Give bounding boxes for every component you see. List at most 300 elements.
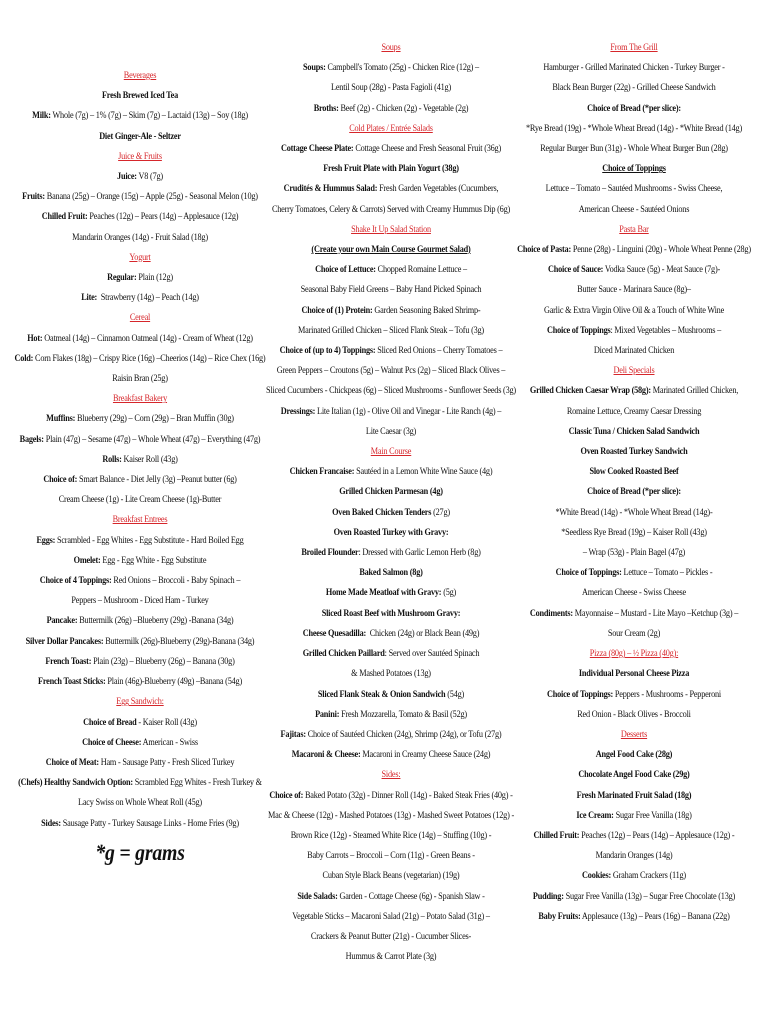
item-text: Black Bean Burger (22g) - Grilled Cheese Sandwich (552, 82, 716, 94)
item-text: Banana (25g) – Orange (15g) – Apple (25g) - Seasonal Melon (10g) (44, 191, 258, 203)
menu-line (0, 632, 282, 652)
menu-line (252, 422, 531, 442)
section-heading: Juice & Fruits (118, 150, 162, 162)
menu-line (497, 280, 770, 300)
menu-line (252, 482, 531, 502)
menu-column-grill-deli (497, 38, 770, 927)
item-text: Sugar Free Vanilla (18g) (613, 809, 692, 821)
menu-line (252, 523, 531, 543)
item-label: Choice of Toppings: (546, 688, 614, 700)
item-label: Sliced Roast Beef with Mushroom Gravy: (321, 607, 461, 619)
menu-line (252, 179, 531, 199)
menu-line (497, 583, 770, 603)
item-text: Graham Crackers (11g) (611, 870, 686, 882)
item-label: Silver Dollar Pancakes: (25, 635, 104, 647)
section-heading: Breakfast Bakery (112, 393, 168, 405)
item-text: Diced Marinated Chicken (593, 345, 675, 357)
item-label: Grilled Chicken Parmesan (4g) (339, 486, 443, 498)
item-text: Chopped Romaine Lettuce – (375, 264, 467, 276)
menu-line (252, 462, 531, 482)
menu-line (0, 106, 282, 126)
item-label: Classic Tuna / Chicken Salad Sandwich (568, 425, 700, 437)
section-heading: From The Grill (610, 42, 658, 53)
item-text: Peaches (12g) – Pears (14g) – Applesauce (12g) (87, 211, 239, 223)
item-text: Regular Burger Bun (31g) - Whole Wheat Burger Bun (28g) (540, 143, 728, 155)
menu-line (497, 846, 770, 866)
section-heading: Sides: (381, 769, 401, 781)
menu-line (497, 664, 770, 684)
item-text: Cherry Tomatoes, Celery & Carrots) Served with Creamy Hummus Dip (6g) (271, 203, 511, 215)
menu-line (497, 765, 770, 785)
item-text: : Served over Sautéed Spinach (384, 648, 480, 660)
menu-line (252, 624, 531, 644)
item-text: American Cheese - Sautéed Onions (578, 203, 690, 215)
menu-line (252, 503, 531, 523)
item-text: & Mashed Potatoes (13g) (351, 668, 431, 680)
item-label: Choice of Toppings: (555, 567, 622, 579)
item-text: Sour Cream (2g) (607, 627, 661, 639)
menu-line (0, 369, 282, 389)
menu-line (0, 652, 282, 672)
item-text: Penne (28g) - Linguini (20g) - Whole Wheat Penne (28g) (570, 244, 751, 256)
item-text: Plain (47g) – Sesame (47g) – Whole Wheat (47g) – Everything (47g) (43, 433, 261, 445)
menu-line (0, 288, 282, 308)
item-label: Grilled Chicken Paillard (302, 648, 385, 660)
menu-line (0, 349, 282, 369)
item-text: Garden - Cottage Cheese (6g) - Spanish Slaw - (337, 890, 485, 902)
item-label: Hot: (27, 332, 43, 344)
menu-line (252, 887, 531, 907)
item-label: Lite: (81, 292, 98, 304)
item-text: Fresh Mozzarella, Tomato & Basil (52g) (339, 708, 467, 720)
item-text: Sautéed in a Lemon White Wine Sauce (4g) (354, 466, 493, 478)
item-label: Diet Ginger-Ale - Seltzer (99, 130, 181, 142)
item-label: Choice of Cheese: (82, 736, 142, 748)
item-label: Side Salads: (297, 890, 338, 902)
item-label: Muffins: (46, 413, 76, 425)
item-label: Chilled Fruit: (533, 829, 580, 841)
item-text: Macaroni in Creamy Cheese Sauce (24g) (360, 749, 491, 761)
grams-note: *g = grams (95, 839, 185, 865)
item-label: Choice of (up to 4) Toppings: (279, 345, 376, 357)
item-label: Choice of Toppings (546, 324, 611, 336)
item-text: Mayonnaise – Mustard - Lite Mayo –Ketchup (3g) – (572, 607, 739, 619)
item-text: Garden Seasoning Baked Shrimp- (372, 304, 481, 316)
menu-line (252, 78, 531, 98)
item-text: *Seedless Rye Bread (19g) – Kaiser Roll (43g) (561, 526, 707, 538)
item-label: Fresh Fruit Plate with Plain Yogurt (38g) (323, 163, 459, 175)
item-text: *Rye Bread (19g) - *Whole Wheat Bread (14g) - *White Bread (14g) (525, 122, 742, 134)
item-text: Mandarin Oranges (14g) - Fruit Salad (18g) (72, 231, 208, 243)
menu-line (497, 462, 770, 482)
item-label: Oven Roasted Turkey with Gravy: (333, 526, 449, 538)
menu-line (252, 99, 531, 119)
menu-line (0, 571, 282, 591)
item-label: Dressings: (280, 405, 316, 417)
menu-line (252, 664, 531, 684)
menu-line (0, 531, 282, 551)
section-heading: Pizza (80g) – ½ Pizza (40g): (589, 648, 679, 660)
menu-line (252, 543, 531, 563)
item-text: Lettuce – Tomato – Pickles - (621, 567, 713, 579)
column-lines (252, 38, 531, 967)
item-text: Cottage Cheese and Fresh Seasonal Fruit (36g) (353, 143, 501, 155)
menu-line (252, 280, 531, 300)
item-text: Hamburger - Grilled Marinated Chicken - Turkey Burger - (543, 62, 725, 74)
item-text: Peppers – Mushroom - Diced Ham - Turkey (71, 595, 209, 607)
menu-line (0, 127, 282, 147)
menu-column-breakfast (0, 66, 282, 868)
menu-line (497, 563, 770, 583)
item-text: Scrambled Egg Whites - Fresh Turkey & (132, 777, 262, 789)
item-label: Fresh Marinated Fruit Salad (18g) (576, 789, 692, 801)
item-text: Strawberry (14g) – Peach (14g) (97, 292, 199, 304)
item-label: Sides: (41, 817, 61, 829)
item-label: Sliced Flank Steak & Onion Sandwich (317, 688, 446, 700)
menu-line (252, 927, 531, 947)
menu-line (0, 268, 282, 288)
item-label: Oven Baked Chicken Tenders (332, 506, 432, 518)
item-text: : Dressed with Garlic Lemon Herb (8g) (358, 547, 481, 559)
menu-line (0, 733, 282, 753)
subheading-label: Choice of Toppings (602, 163, 666, 175)
item-text: Choice of Sautéed Chicken (24g), Shrimp (24g), or Tofu (27g) (305, 728, 502, 740)
menu-line (252, 200, 531, 220)
item-text: Brown Rice (12g) - Steamed White Rice (14g) – Stuffing (10g) - (290, 829, 492, 841)
item-text: Sugar Free Vanilla (13g) – Sugar Free Chocolate (13g) (563, 890, 736, 902)
item-label: Soups: (303, 62, 326, 74)
item-label: Fruits: (22, 191, 45, 203)
menu-line (497, 624, 770, 644)
item-label: Individual Personal Cheese Pizza (578, 668, 690, 680)
menu-line (252, 321, 531, 341)
menu-line (0, 551, 282, 571)
item-label: Angel Food Cake (28g) (595, 749, 673, 761)
item-text: Lentil Soup (28g) - Pasta Fagioli (41g) (331, 82, 451, 94)
item-label: Juice: (117, 171, 137, 183)
menu-line (0, 228, 282, 248)
item-text: - Kaiser Roll (43g) (136, 716, 197, 728)
item-text: Fresh Garden Vegetables (Cucumbers, (377, 183, 499, 195)
item-label: Choice of (1) Protein: (301, 304, 373, 316)
item-text: Butter Sauce - Marinara Sauce (8g)– (577, 284, 691, 296)
item-text: Green Peppers – Croutons (5g) – Walnut Pcs (2g) – Sliced Black Olives – (276, 365, 506, 377)
item-text: Red Onions – Broccoli - Baby Spinach – (111, 575, 241, 587)
item-label: Grilled Chicken Caesar Wrap (58g): (529, 385, 651, 397)
menu-line (497, 260, 770, 280)
menu-line (0, 753, 282, 773)
section-heading: Egg Sandwich: (116, 696, 164, 708)
menu-line (497, 866, 770, 886)
item-text: Peaches (12g) – Pears (14g) – Applesauce (12g) - (579, 829, 735, 841)
item-text: Whole (7g) – 1% (7g) – Skim (7g) – Lactaid (13g) – Soy (18g) (50, 110, 248, 122)
menu-line (497, 523, 770, 543)
menu-line (252, 341, 531, 361)
item-label: Choice of Sauce: (547, 264, 604, 276)
menu-line (497, 139, 770, 159)
item-label: Regular: (107, 272, 137, 284)
menu-line (497, 402, 770, 422)
menu-line (252, 563, 531, 583)
item-text: (5g) (441, 587, 457, 599)
menu-line (0, 329, 282, 349)
menu-line (497, 119, 770, 139)
menu-line (497, 442, 770, 462)
item-text: Oatmeal (14g) – Cinnamon Oatmeal (14g) - Cream of Wheat (12g) (42, 332, 253, 344)
section-heading: Cereal (129, 312, 151, 324)
menu-line (252, 301, 531, 321)
item-text: Campbell's Tomato (25g) - Chicken Rice (12g) – (325, 62, 479, 74)
menu-line (252, 725, 531, 745)
item-text: Plain (12g) (136, 272, 173, 284)
menu-line (497, 99, 770, 119)
subheading-label: (Create your own Main Course Gourmet Salad) (311, 244, 471, 256)
item-text: Scrambled - Egg Whites - Egg Substitute - Hard Boiled Egg (55, 534, 244, 546)
item-text: Sliced Cucumbers - Chickpeas (6g) – Sliced Mushrooms - Sunflower Seeds (3g) (266, 385, 516, 397)
item-text: Romaine Lettuce, Creamy Caesar Dressing (566, 405, 702, 417)
item-text: American - Swiss (141, 736, 198, 748)
item-label: Choice of: (43, 474, 78, 486)
item-text: : Mixed Vegetables – Mushrooms – (610, 324, 722, 336)
menu-line (497, 786, 770, 806)
item-text: Ham - Sausage Patty - Fresh Sliced Turkey (98, 756, 235, 768)
item-label: Chocolate Angel Food Cake (29g) (578, 769, 690, 781)
menu-line (0, 430, 282, 450)
item-label: Ice Cream: (576, 809, 614, 821)
section-heading: Beverages (123, 70, 157, 81)
menu-line (0, 611, 282, 631)
menu-line (497, 301, 770, 321)
menu-line (252, 705, 531, 725)
menu-line (497, 806, 770, 826)
section-heading: Cold Plates / Entrée Salads (349, 122, 433, 134)
item-label: Home Made Meatloaf with Gravy: (325, 587, 442, 599)
item-label: Choice of 4 Toppings: (39, 575, 112, 587)
item-text: Sliced Red Onions – Cherry Tomatoes – (375, 345, 503, 357)
item-text: Hummus & Carrot Plate (3g) (345, 951, 437, 963)
item-label: Chilled Fruit: (41, 211, 88, 223)
item-text: Seasonal Baby Field Greens – Baby Hand Picked Spinach (300, 284, 482, 296)
item-label: (Chefs) Healthy Sandwich Option: (18, 777, 133, 789)
item-label: French Toast: (45, 655, 92, 667)
item-text: Crackers & Peanut Butter (21g) - Cucumber Slices- (310, 930, 472, 942)
item-text: Baked Potato (32g) - Dinner Roll (14g) - Baked Steak Fries (40g) - (303, 789, 513, 801)
menu-line (252, 745, 531, 765)
menu-line (252, 159, 531, 179)
item-label: Chicken Francaise: (289, 466, 355, 478)
menu-line (497, 685, 770, 705)
menu-line (252, 846, 531, 866)
item-text: Blueberry (29g) – Corn (29g) – Bran Muffin (30g) (75, 413, 234, 425)
item-label: Choice of Lettuce: (315, 264, 376, 276)
menu-column-lunch (252, 38, 531, 967)
section-heading: Deli Specials (613, 365, 655, 377)
menu-line (252, 907, 531, 927)
item-label: Milk: (32, 110, 51, 122)
item-label: Bagels: (19, 433, 44, 445)
menu-line (497, 422, 770, 442)
item-text: Corn Flakes (18g) – Crispy Rice (16g) –Cheerios (14g) – Rice Chex (16g) (33, 352, 266, 364)
section-heading: Main Course (370, 446, 412, 458)
menu-line (252, 381, 531, 401)
section-heading: Shake It Up Salad Station (351, 223, 431, 235)
menu-line (252, 685, 531, 705)
menu-line (497, 745, 770, 765)
menu-line (252, 866, 531, 886)
item-label: Choice of Bread (83, 716, 137, 728)
menu-line (0, 672, 282, 692)
menu-line (497, 907, 770, 927)
menu-line (0, 450, 282, 470)
menu-line (252, 644, 531, 664)
item-text: (27g) (431, 506, 450, 518)
menu-line (252, 240, 531, 260)
item-text: Lacy Swiss on Whole Wheat Roll (45g) (78, 797, 202, 809)
item-text: Marinated Grilled Chicken – Sliced Flank Steak – Tofu (3g) (298, 324, 484, 336)
item-text: (54g) (445, 688, 465, 700)
item-text: Sausage Patty - Turkey Sausage Links - Home Fries (9g) (60, 817, 239, 829)
menu-line (497, 179, 770, 199)
menu-line (252, 583, 531, 603)
menu-line (0, 591, 282, 611)
menu-line (0, 470, 282, 490)
menu-line (497, 604, 770, 624)
item-text: – Wrap (53g) - Plain Bagel (47g) (582, 547, 686, 559)
menu-line (497, 78, 770, 98)
item-label: Fajitas: (280, 728, 306, 740)
item-label: Condiments: (529, 607, 573, 619)
item-label: Fresh Brewed Iced Tea (101, 90, 179, 102)
menu-line (0, 713, 282, 733)
item-label: Crudités & Hummus Salad: (283, 183, 378, 195)
menu-line (0, 187, 282, 207)
item-text: Peppers - Mushrooms - Pepperoni (613, 688, 721, 700)
item-text: Garlic & Extra Virgin Olive Oil & a Touch of White Wine (543, 304, 725, 316)
item-label: Choice of Bread (*per slice): (587, 102, 681, 114)
item-text: Baby Carrots – Broccoli – Corn (11g) - Green Beans - (307, 850, 475, 862)
menu-line (0, 207, 282, 227)
menu-line (0, 167, 282, 187)
menu-line (497, 887, 770, 907)
item-label: Choice of: (269, 789, 304, 801)
menu-line (497, 58, 770, 78)
section-heading: Desserts (620, 728, 648, 740)
item-label: Pudding: (532, 890, 564, 902)
section-heading: Pasta Bar (619, 223, 649, 235)
menu-line (252, 604, 531, 624)
item-text: Egg - Egg White - Egg Substitute (100, 554, 207, 566)
item-text: Kaiser Roll (43g) (121, 453, 178, 465)
menu-line (0, 773, 282, 793)
item-text: Applesauce (13g) – Pears (16g) – Banana (22g) (580, 910, 730, 922)
menu-line (252, 139, 531, 159)
menu-line (0, 793, 282, 813)
item-label: Choice of Meat: (45, 756, 99, 768)
item-label: Slow Cooked Roasted Beef (589, 466, 679, 478)
menu-line (252, 361, 531, 381)
menu-line (252, 826, 531, 846)
section-heading: Soups (381, 42, 401, 53)
menu-line (497, 200, 770, 220)
column-lines (497, 38, 770, 927)
item-label: Cottage Cheese Plate: (281, 143, 354, 155)
menu-line (0, 490, 282, 510)
item-label: Pancake: (46, 615, 78, 627)
item-text: Cream Cheese (1g) - Lite Cream Cheese (1g)-Butter (58, 494, 222, 506)
menu-line (252, 806, 531, 826)
menu-line (0, 409, 282, 429)
menu-line (0, 814, 282, 834)
menu-line (252, 58, 531, 78)
item-text: Lite Italian (1g) - Olive Oil and Vinegar - Lite Ranch (4g) – (315, 405, 502, 417)
item-text: Red Onion - Black Olives - Broccoli (577, 708, 691, 720)
item-text: Plain (23g) – Blueberry (26g) – Banana (30g) (91, 655, 235, 667)
item-text: Buttermilk (26g) –Blueberry (29g) -Banana (34g) (77, 615, 234, 627)
item-label: Omelet: (73, 554, 101, 566)
item-label: Panini: (315, 708, 340, 720)
item-text: Raisin Bran (25g) (112, 373, 168, 385)
menu-line (497, 705, 770, 725)
menu-line (497, 159, 770, 179)
item-text: Plain (46g)-Blueberry (49g) –Banana (54g) (105, 676, 242, 688)
item-label: Choice of Bread (*per slice): (587, 486, 681, 498)
menu-line (497, 543, 770, 563)
section-heading: Yogurt (129, 251, 151, 263)
item-label: French Toast Sticks: (37, 676, 106, 688)
menu-line (252, 260, 531, 280)
item-text: Mac & Cheese (12g) - Mashed Potatoes (13g) - Mashed Sweet Potatoes (12g) - (267, 809, 514, 821)
item-text: Chicken (24g) or Black Bean (49g) (366, 627, 480, 639)
item-label: Choice of Pasta: (517, 244, 571, 256)
menu-line (497, 240, 770, 260)
item-label: Rolls: (102, 453, 122, 465)
item-label: Baked Salmon (8g) (359, 567, 423, 579)
menu-line (0, 86, 282, 106)
item-text: Vegetable Sticks – Macaroni Salad (21g) – Potato Salad (31g) – (292, 910, 490, 922)
item-label: Cheese Quesadilla: (302, 627, 367, 639)
item-label: Baby Fruits: (538, 910, 581, 922)
item-text: V8 (7g) (136, 171, 163, 183)
item-text: Vodka Sauce (5g) - Meat Sauce (7g)- (603, 264, 721, 276)
menu-line (497, 482, 770, 502)
menu-line (497, 826, 770, 846)
menu-line (252, 402, 531, 422)
menu-line (497, 321, 770, 341)
menu-line (497, 381, 770, 401)
item-label: Eggs: (36, 534, 56, 546)
item-label: Broiled Flounder (301, 547, 359, 559)
item-text: Beef (2g) - Chicken (2g) - Vegetable (2g) (338, 102, 469, 114)
item-label: Cookies: (582, 870, 612, 882)
item-label: Macaroni & Cheese: (291, 749, 361, 761)
item-label: Oven Roasted Turkey Sandwich (580, 446, 688, 458)
item-text: Lite Caesar (3g) (365, 425, 417, 437)
menu-line (497, 341, 770, 361)
item-text: Mandarin Oranges (14g) (595, 850, 673, 862)
menu-line (497, 503, 770, 523)
item-text: *White Bread (14g) - *Whole Wheat Bread (14g)- (555, 506, 713, 518)
item-text: Buttermilk (26g)-Blueberry (29g)-Banana (34g) (103, 635, 255, 647)
item-label: Broths: (313, 102, 339, 114)
column-lines (0, 66, 282, 834)
item-text: Smart Balance - Diet Jelly (3g) –Peanut butter (6g) (77, 474, 237, 486)
item-text: Lettuce – Tomato – Sautéed Mushrooms - Swiss Cheese, (545, 183, 723, 195)
item-text: American Cheese - Swiss Cheese (581, 587, 686, 599)
menu-line (252, 947, 531, 967)
item-text: Cuban Style Black Beans (vegetarian) (19g) (322, 870, 460, 882)
item-label: Cold: (14, 352, 34, 364)
section-heading: Breakfast Entrees (112, 514, 168, 526)
